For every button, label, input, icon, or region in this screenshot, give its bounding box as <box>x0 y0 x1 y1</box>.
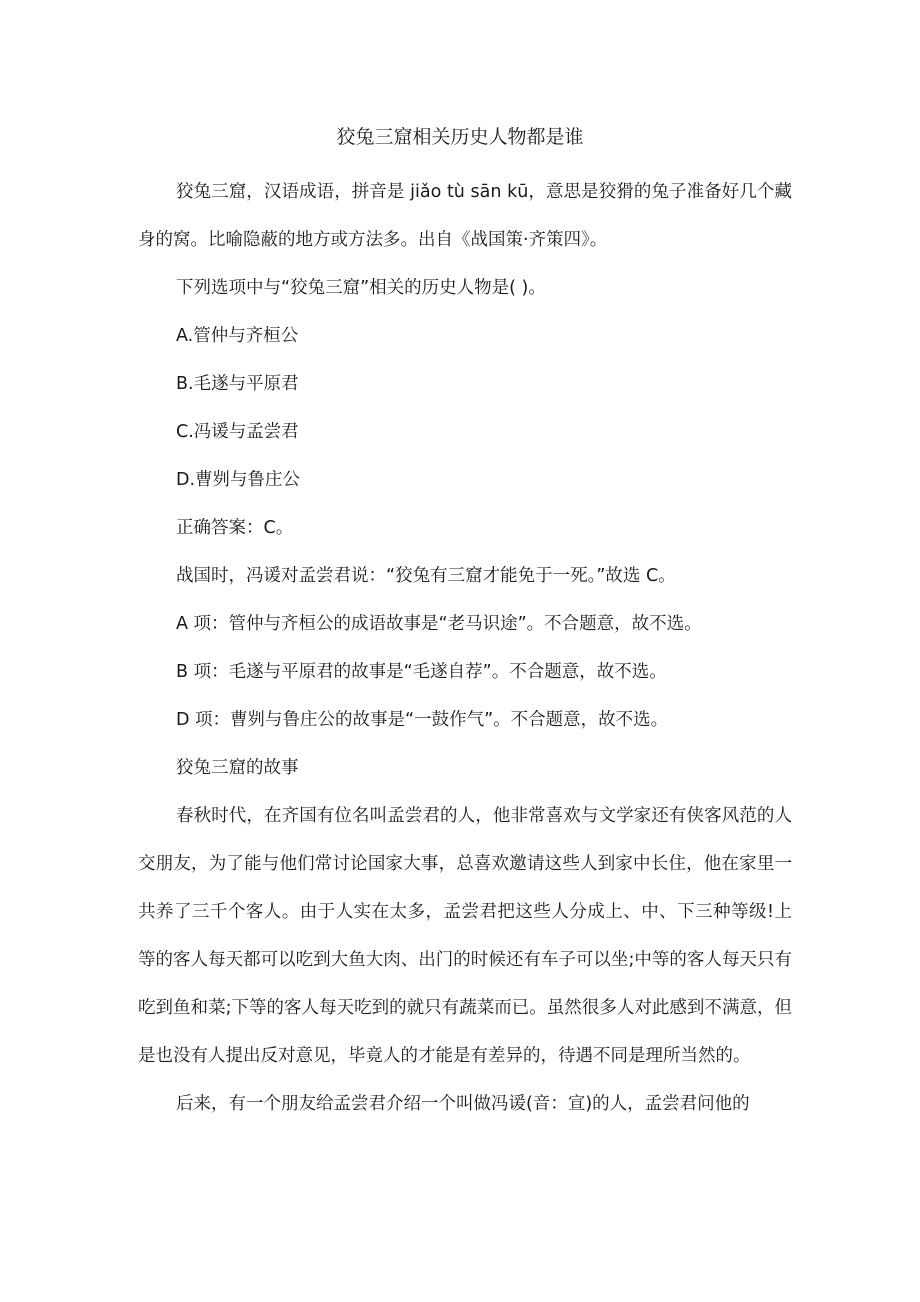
section-heading-story: 狡兔三窟的故事 <box>176 758 299 778</box>
paragraph-intro: 狡兔三窟，汉语成语，拼音是 jiǎo tù sān kū，意思是狡猾的兔子准备好几个藏身的窝。比喻隐蔽的地方或方法多。出自《战国策·齐策四》。 <box>138 182 792 250</box>
document-title: 狡兔三窟相关历史人物都是谁 <box>336 126 584 148</box>
paragraph-story: 春秋时代，在齐国有位名叫孟尝君的人，他非常喜欢与文学家还有侠客风范的人交朋友，为了能与他们常讨论国家大事，总喜欢邀请这些人到家中长住，他在家里一共养了三千个客人。由于人实在太多，孟尝君把这些人分成上、中、下三种等级!上等的客人每天都可以吃到大鱼大肉、出门的时候还有车子可以坐;中等的客人每天只有吃到鱼和菜;下等的客人每天吃到的就只有蔬菜而已。虽然很多人对此感到不满意，但是也没有人提出反对意见，毕竟人的才能是有差异的，待遇不同是理所当然的。 <box>138 806 792 1066</box>
option-d: D.曹刿与鲁庄公 <box>176 470 301 490</box>
paragraph-question: 下列选项中与“狡兔三窟”相关的历史人物是( )。 <box>176 278 546 298</box>
paragraph-explain-d: D 项：曹刿与鲁庄公的故事是“一鼓作气”。不合题意，故不选。 <box>176 710 669 730</box>
paragraph-story-continued: 后来，有一个朋友给孟尝君介绍一个叫做冯谖(音：宣)的人，孟尝君问他的 <box>176 1094 750 1114</box>
option-a: A.管仲与齐桓公 <box>176 326 299 346</box>
option-c: C.冯谖与孟尝君 <box>176 422 299 442</box>
paragraph-explain-b: B 项：毛遂与平原君的故事是“毛遂自荐”。不合题意，故不选。 <box>176 662 667 682</box>
paragraph-answer: 正确答案：C。 <box>176 518 294 538</box>
document-body <box>138 168 792 1128</box>
paragraph-explain-a: A 项：管仲与齐桓公的成语故事是“老马识途”。不合题意，故不选。 <box>176 614 702 634</box>
option-b: B.毛遂与平原君 <box>176 374 299 394</box>
paragraph-explanation: 战国时，冯谖对孟尝君说：“狡兔有三窟才能免于一死。”故选 C。 <box>176 566 676 586</box>
